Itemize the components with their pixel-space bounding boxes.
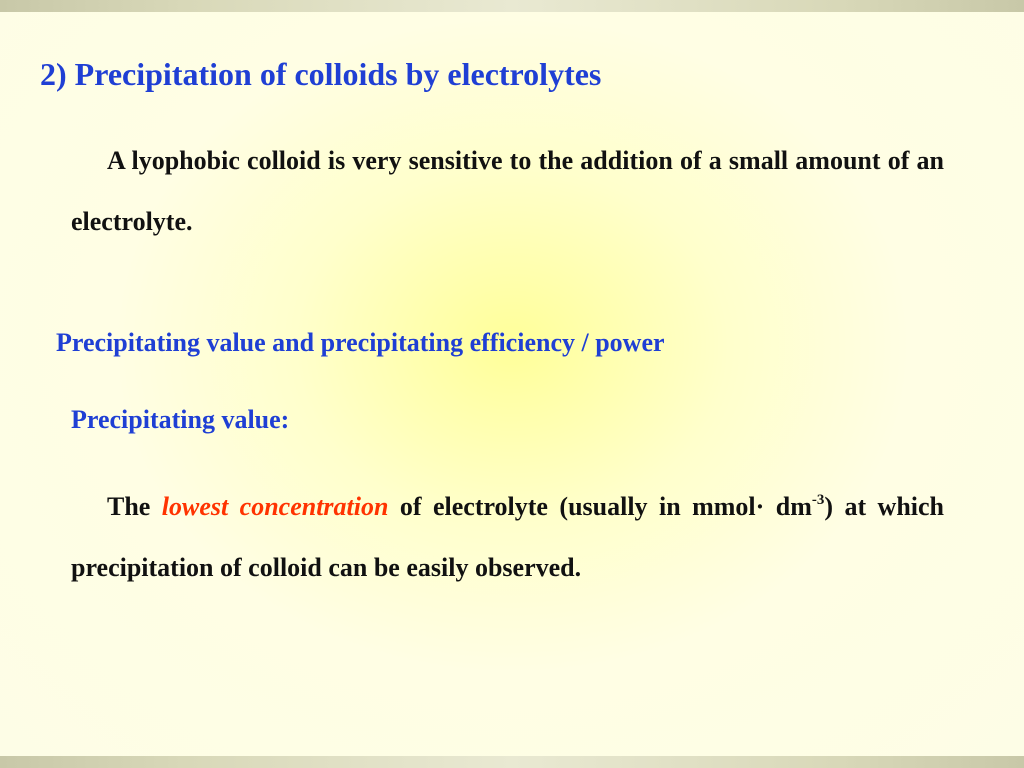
definition-lead: The [107,492,151,521]
definition-paragraph [71,476,944,598]
slide-title: 2) Precipitation of colloids by electrolytes [40,56,602,92]
precipitating-value-heading: Precipitating value: [71,405,290,434]
intro-paragraph: A lyophobic colloid is very sensitive to the addition of a small amount of an electrolyte. [71,146,944,236]
bottom-border-bar [0,756,1024,768]
definition-text-before-exponent: of electrolyte (usually in mmol· dm [399,492,812,521]
emphasis-lowest-concentration: lowest concentration [161,492,389,521]
section-heading: Precipitating value and precipitating efficiency / power [56,328,665,357]
definition-text-after-exponent: ) at which precipitation of colloid can be easily observed. [71,492,944,582]
unit-exponent: -3 [811,492,825,508]
top-border-bar [0,0,1024,12]
